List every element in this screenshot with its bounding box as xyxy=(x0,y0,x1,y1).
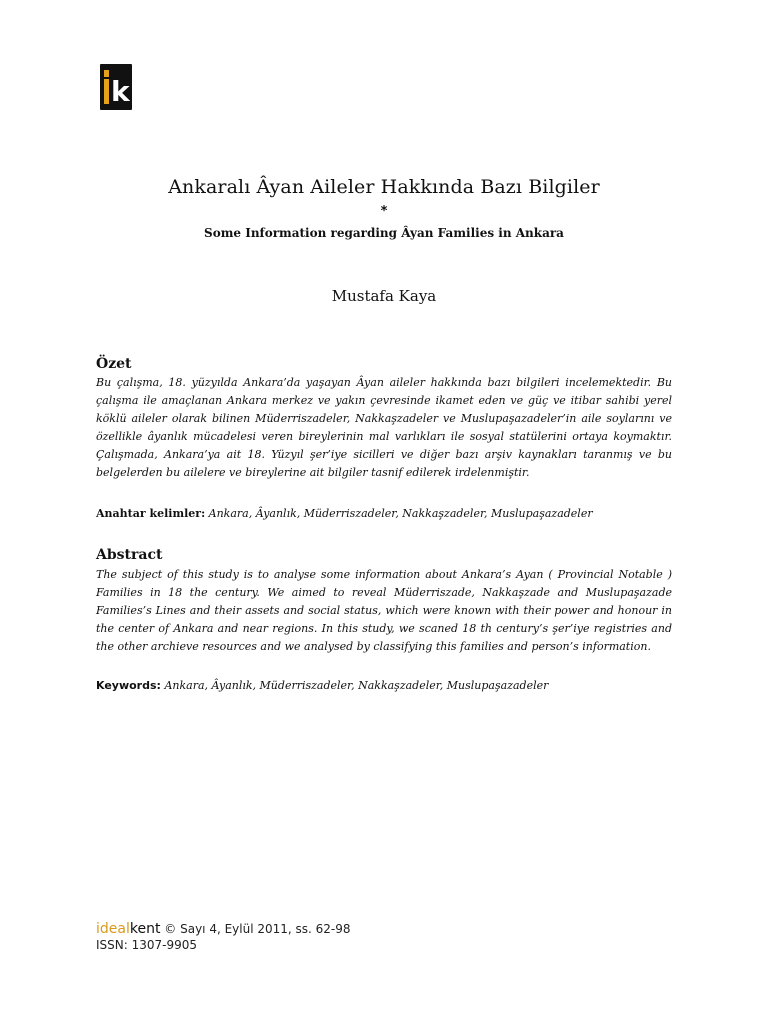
keywords-tr-value: Ankara, Âyanlık, Müderriszadeler, Nakkaşzadeler, Muslupaşazadeler xyxy=(208,507,593,520)
article-subtitle: Some Information regarding Âyan Families in Ankara xyxy=(204,226,564,240)
keywords-en-label: Keywords: xyxy=(96,679,161,692)
logo-i-stem xyxy=(104,79,109,104)
author-name: Mustafa Kaya xyxy=(331,287,437,305)
article-title: Ankaralı Âyan Aileler Hakkında Bazı Bilgiler xyxy=(168,176,600,198)
citation: © Sayı 4, Eylül 2011, ss. 62-98 xyxy=(164,922,351,936)
keywords-en xyxy=(96,679,696,692)
logo-letter: k xyxy=(111,75,130,108)
issn: ISSN: 1307-9905 xyxy=(96,938,198,952)
keywords-en-value: Ankara, Âyanlık, Müderriszadeler, Nakkaşzadeler, Muslupaşazadeler xyxy=(164,679,549,692)
abstract-text: The subject of this study is to analyse some information about Ankara’s Ayan ( Provincial Notable ) Families in 18 the century. We aimed to reveal Müderriszade, Nakkaşzade and Muslupaşazade Families’s Lines and their assets and social status, which were known with their power and honour in the center of Ankara and near regions. In this study, we scaned 18 th century’s şer’iye registries and the other archieve resources and we analysed by classifying this families and person’s information. xyxy=(96,568,672,653)
journal-logo xyxy=(100,64,132,110)
ozet-heading: Özet xyxy=(96,356,132,372)
abstract-heading: Abstract xyxy=(96,547,163,563)
logo-i-dot xyxy=(104,70,109,77)
ozet-text: Bu çalışma, 18. yüzyılda Ankara’da yaşayan Âyan aileler hakkında bazı bilgileri incelemektedir. Bu çalışma ile amaçlanan Ankara merkez ve yakın çevresinde ikamet eden ve güç ve itibar sahibi yerel köklü aileler olarak bilinen Müderriszadeler, Nakkaşzadeler ve Muslupaşazadeler’in aile soylarını ve özellikle âyanlık mücadelesi veren bireylerinin mal varlıkları ile sosyal statülerini ortaya koymaktır. Çalışmada, Ankara’ya ait 18. Yüzyıl şer’iye sicilleri ve diğer bazı arşiv kaynakları taranmış ve bu belgelerden bu ailelere ve bireylerine ait bilgiler tasnif edilerek irdelenmiştir. xyxy=(96,376,672,479)
keywords-tr xyxy=(96,507,696,520)
title-footnote-marker: * xyxy=(380,204,388,219)
brand-ideal: ideal xyxy=(96,921,130,937)
footer xyxy=(96,921,351,953)
keywords-tr-label: Anahtar kelimler: xyxy=(96,507,206,520)
brand-kent: kent xyxy=(129,921,161,937)
footer-citation-line xyxy=(96,921,351,937)
